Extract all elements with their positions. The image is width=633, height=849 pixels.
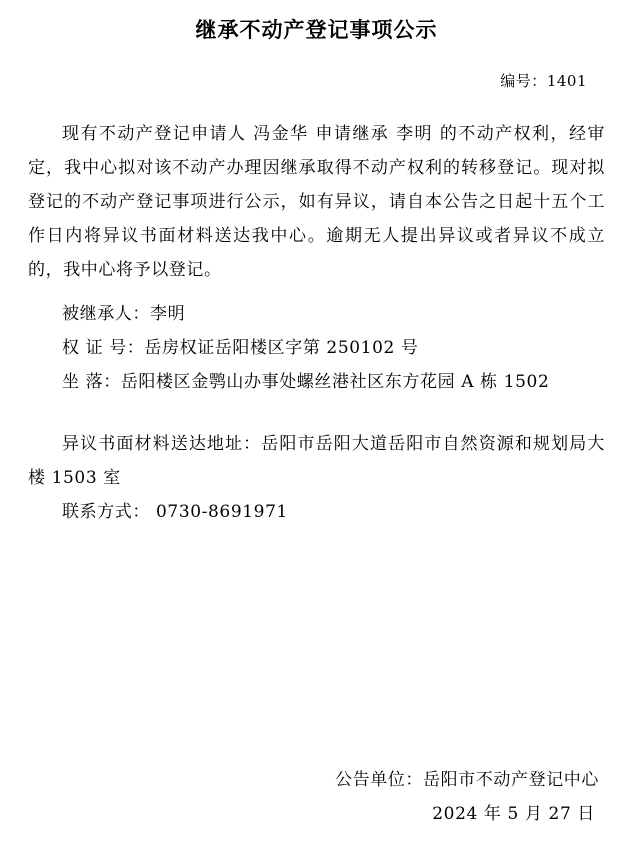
page-title: 继承不动产登记事项公示 [195,17,438,42]
field-decedent-label: 被继承人： [62,304,150,324]
main-paragraph: 现有不动产登记申请人 冯金华 申请继承 李明 的不动产权利，经审定，我中心拟对该不动产办理因继承取得不动产权利的转移登记。现对拟登记的不动产登记事项进行公示，如有异议，请自本公告之日起十五个工作日内将异议书面材料送达我中心。逾期无人提出异议或者异议不成立的，我中心将予以登记。 [28,124,605,280]
document-footer [335,763,599,831]
issue-date: 2024 年 5 月 27 日 [432,804,595,824]
issuer-value: 岳阳市不动产登记中心 [423,770,599,790]
issuer-label: 公告单位： [335,770,423,790]
delivery-address: 异议书面材料送达地址：岳阳市岳阳大道岳阳市自然资源和规划局大楼 1503 室 [28,434,605,488]
spacer [28,287,605,297]
field-location-value: 岳阳楼区金鹗山办事处螺丝港社区东方花园 A 栋 1502 [120,372,550,392]
field-location [28,365,605,399]
contact-block [28,427,605,529]
field-certificate-number-label: 权 证 号： [62,338,145,358]
issuer [335,763,599,797]
contact-phone: 联系方式： 0730-8691971 [62,502,288,522]
document-number [28,70,605,91]
field-certificate-number-value: 岳房权证岳阳楼区字第 250102 号 [144,338,419,358]
document-body [28,117,605,529]
document-number-label: 编号： [500,72,547,90]
document-number-value: 1401 [546,72,587,90]
field-decedent [28,297,605,331]
field-decedent-value: 李明 [150,304,186,324]
field-certificate-number [28,331,605,365]
document-page [0,14,633,849]
field-location-label: 坐 落： [62,372,121,392]
